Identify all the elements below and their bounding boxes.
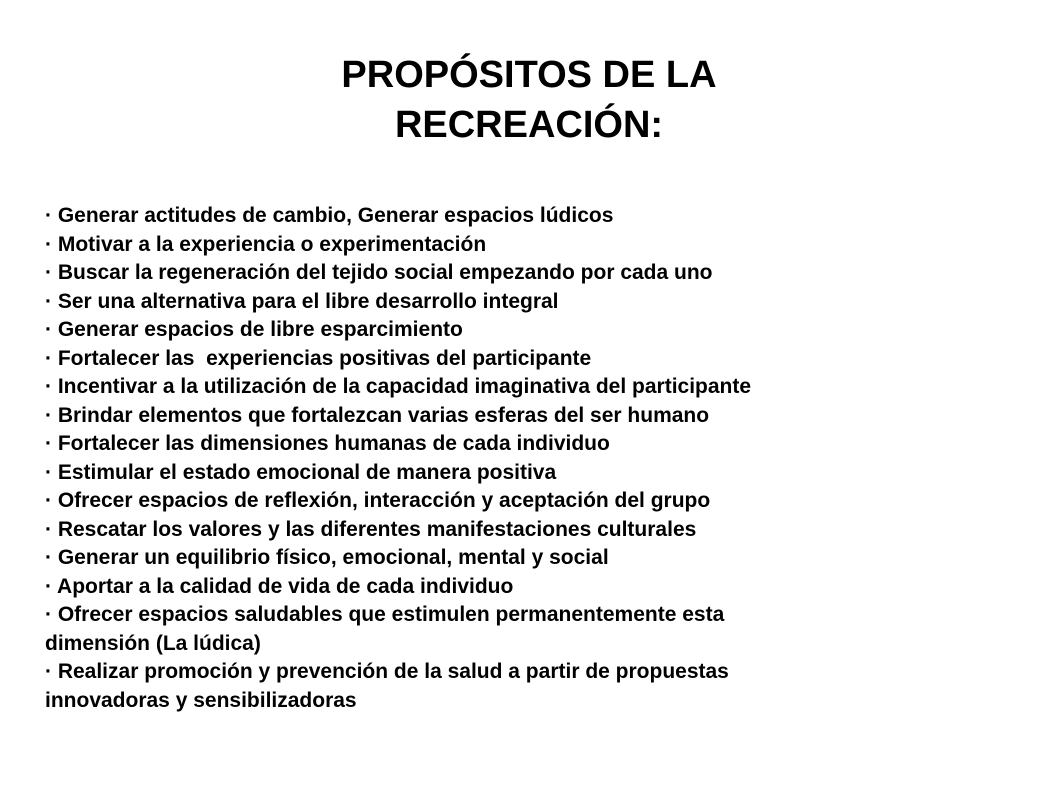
list-item-continuation: innovadoras y sensibilizadoras [45,688,357,712]
list-item: · Realizar promoción y prevención de la salud a partir de propuestas [45,660,729,683]
list-item-continuation: dimensión (La lúdica) [45,631,261,655]
list-item: · Estimular el estado emocional de manera positiva [45,460,557,484]
list-item: · Incentivar a la utilización de la capacidad imaginativa del participante [45,375,752,398]
list-item: · Motivar a la experiencia o experimentación [45,232,487,256]
list-item: · Aportar a la calidad de vida de cada individuo [45,574,514,598]
purpose-list [45,202,945,715]
list-item: · Generar un equilibrio físico, emocional, mental y social [45,546,609,569]
title-line-2: RECREACIÓN: [394,104,664,146]
page-title [0,50,1058,150]
list-item: · Generar actitudes de cambio, Generar espacios lúdicos [45,204,614,227]
list-item: · Fortalecer las dimensiones humanas de cada individuo [45,432,610,455]
list-item: · Ofrecer espacios saludables que estimulen permanentemente esta [45,603,725,626]
list-item: · Fortalecer las experiencias positivas del participante [45,346,592,370]
list-item: · Rescatar los valores y las diferentes manifestaciones culturales [45,517,697,541]
title-line-1: PROPÓSITOS DE LA [341,54,717,96]
list-item: · Buscar la regeneración del tejido social empezando por cada uno [45,261,713,284]
list-item: · Ofrecer espacios de reflexión, interacción y aceptación del grupo [45,489,711,512]
list-item: · Brindar elementos que fortalezcan varias esferas del ser humano [45,403,710,427]
list-item: · Ser una alternativa para el libre desarrollo integral [45,289,559,313]
list-item: · Generar espacios de libre esparcimiento [45,318,463,341]
